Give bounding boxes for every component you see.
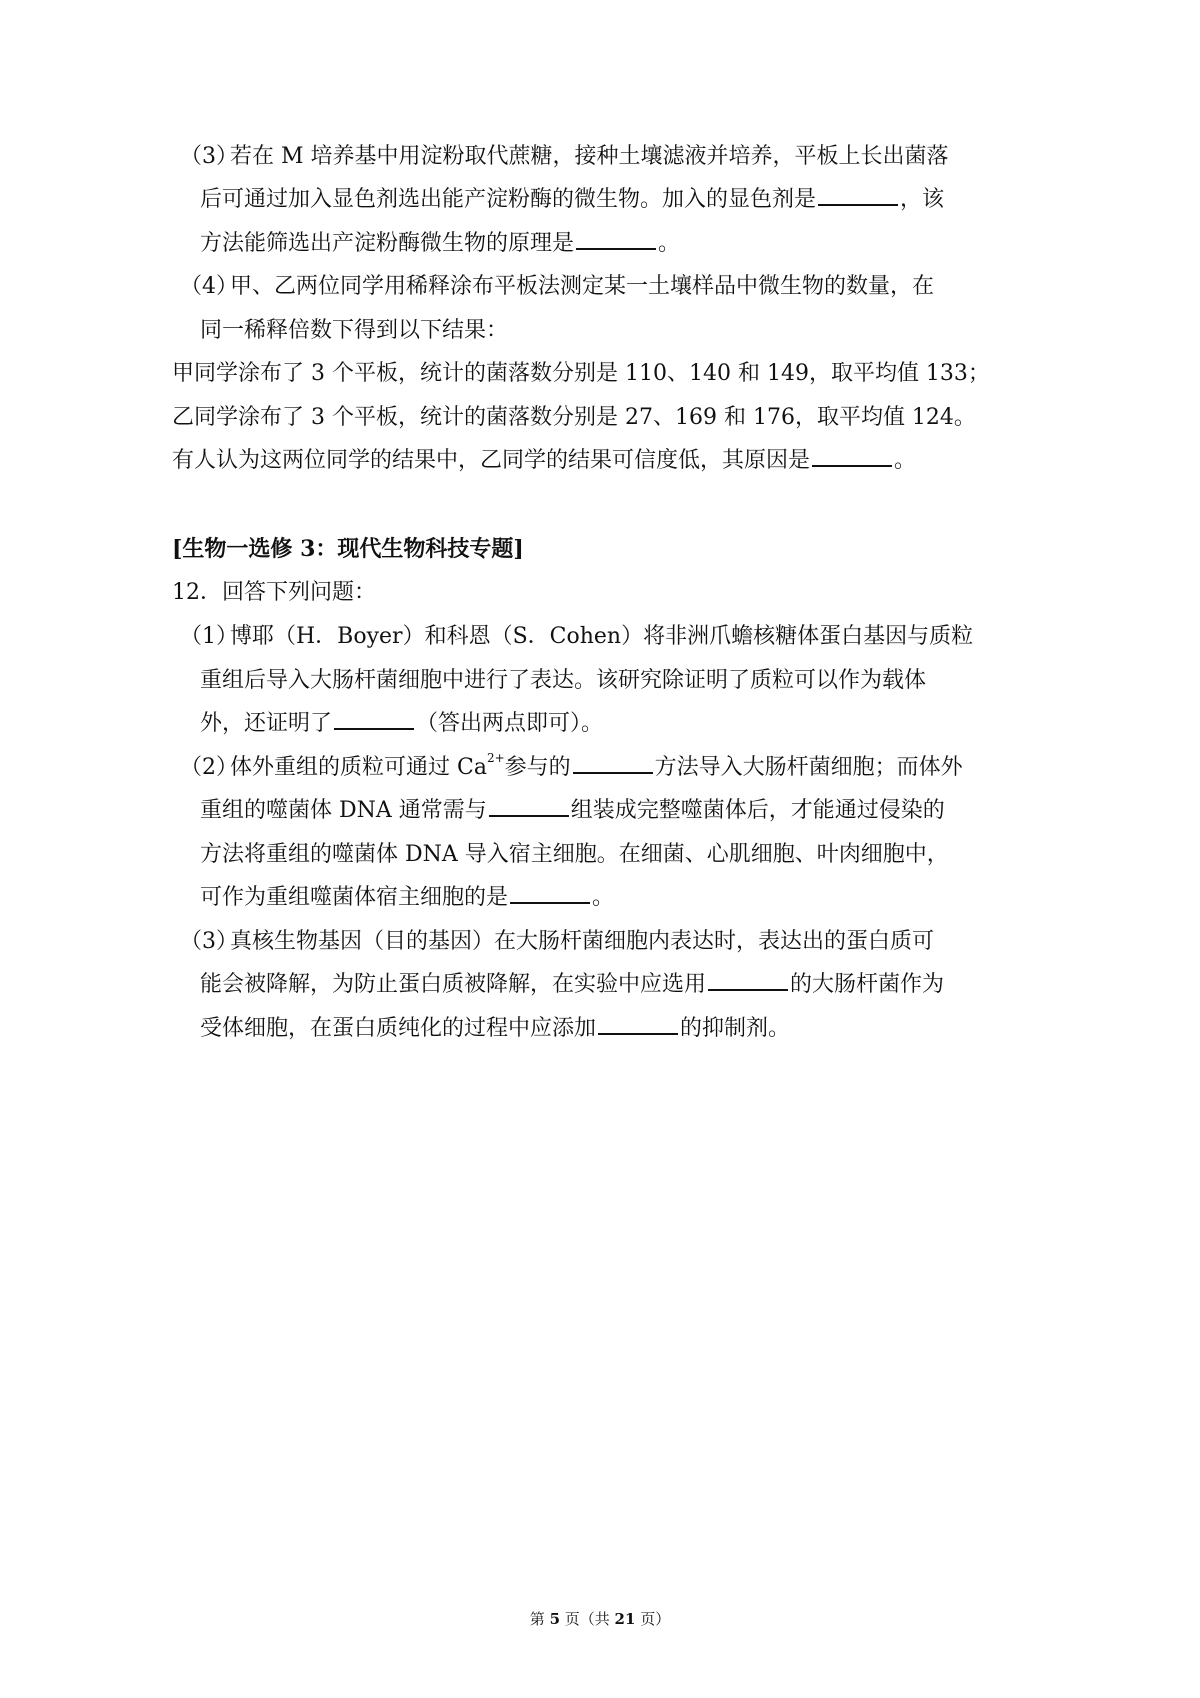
q12-p3-label: （3） xyxy=(180,929,238,954)
q11-p3-text1: 若在 M 培养基中用淀粉取代蔗糖，接种土壤滤液并培养，平板上长出菌落 xyxy=(230,144,949,169)
answer-blank[interactable] xyxy=(510,901,590,904)
page-footer xyxy=(0,1608,1200,1629)
q12-p1-text3: 外，还证明了 xyxy=(200,711,333,736)
q12-p1-text2: 重组后导入大肠杆菌细胞中进行了表达。该研究除证明了质粒可以作为载体 xyxy=(200,668,927,693)
q12-p3-text1: 真核生物基因（目的基因）在大肠杆菌细胞内表达时，表达出的蛋白质可 xyxy=(230,929,935,954)
q12-p1-text3b: （答出两点即可）。 xyxy=(416,711,604,736)
q11-p4-label: （4） xyxy=(180,274,238,299)
q12-p1-text1: 博耶（H．Boyer）和科恩（S．Cohen）将非洲爪蟾核糖体蛋白基因与质粒 xyxy=(230,624,974,649)
q11-p4-text5: 有人认为这两位同学的结果中，乙同学的结果可信度低，其原因是 xyxy=(172,448,811,473)
q12-p2-text4: 可作为重组噬菌体宿主细胞的是 xyxy=(200,885,509,910)
q11-p3-text2: 后可通过加入显色剂选出能产淀粉酶的微生物。加入的显色剂是 xyxy=(200,187,817,212)
answer-blank[interactable] xyxy=(708,988,788,991)
q12-p3-text2b: 的大肠杆菌作为 xyxy=(790,972,945,997)
q12-p3-text2: 能会被降解，为防止蛋白质被降解，在实验中应选用 xyxy=(200,972,707,997)
current-page-number: 5 xyxy=(549,1610,560,1628)
q12-p2-text2b: 组装成完整噬菌体后，才能通过侵染的 xyxy=(570,798,945,823)
footer-prefix: 第 xyxy=(529,1610,550,1628)
superscript-charge: 2+ xyxy=(486,751,505,765)
q11-p3-text3: 方法能筛选出产淀粉酶微生物的原理是 xyxy=(200,231,575,256)
q12-p2-label: （2） xyxy=(180,755,238,780)
section-title: [生物一选修 3：现代生物科技专题] xyxy=(172,536,524,562)
q12-p3-text3: 受体细胞，在蛋白质纯化的过程中应添加 xyxy=(200,1016,597,1041)
answer-blank[interactable] xyxy=(576,247,656,250)
q11-p4-text1: 甲、乙两位同学用稀释涂布平板法测定某一土壤样品中微生物的数量，在 xyxy=(230,274,935,299)
q11-p4-text2: 同一稀释倍数下得到以下结果： xyxy=(200,318,509,343)
q11-p4-text3: 甲同学涂布了 3 个平板，统计的菌落数分别是 110、140 和 149，取平均值 133； xyxy=(172,361,990,386)
q12-stem: 12．回答下列问题： xyxy=(172,580,376,605)
answer-blank[interactable] xyxy=(334,727,414,730)
footer-middle: 页（共 xyxy=(560,1610,615,1628)
answer-blank[interactable] xyxy=(818,203,898,206)
answer-blank[interactable] xyxy=(489,814,569,817)
q12-p2-text1c: 方法导入大肠杆菌细胞；而体外 xyxy=(654,755,963,780)
answer-blank[interactable] xyxy=(573,771,653,774)
q12-p2-text1: 体外重组的质粒可通过 Ca xyxy=(230,755,487,780)
q11-p3-text3b: 。 xyxy=(658,231,681,256)
answer-blank[interactable] xyxy=(812,464,892,467)
q11-p3-label: （3） xyxy=(180,144,238,169)
q12-p2-text1b: 参与的 xyxy=(504,755,571,780)
answer-blank[interactable] xyxy=(598,1032,678,1035)
q12-p1-label: （1） xyxy=(180,624,238,649)
total-page-count: 21 xyxy=(614,1610,636,1628)
q12-p3-text3b: 的抑制剂。 xyxy=(680,1016,791,1041)
q11-p4-text4: 乙同学涂布了 3 个平板，统计的菌落数分别是 27、169 和 176，取平均值 124。 xyxy=(172,405,976,430)
q12-p2-text2: 重组的噬菌体 DNA 通常需与 xyxy=(200,798,487,823)
footer-suffix: 页） xyxy=(635,1610,671,1628)
q12-p2-text3: 方法将重组的噬菌体 DNA 导入宿主细胞。在细菌、心肌细胞、叶肉细胞中， xyxy=(200,842,949,867)
q11-p3-text2b: ，该 xyxy=(900,187,945,212)
q12-p2-text4b: 。 xyxy=(592,885,615,910)
q11-p4-text5b: 。 xyxy=(894,448,917,473)
